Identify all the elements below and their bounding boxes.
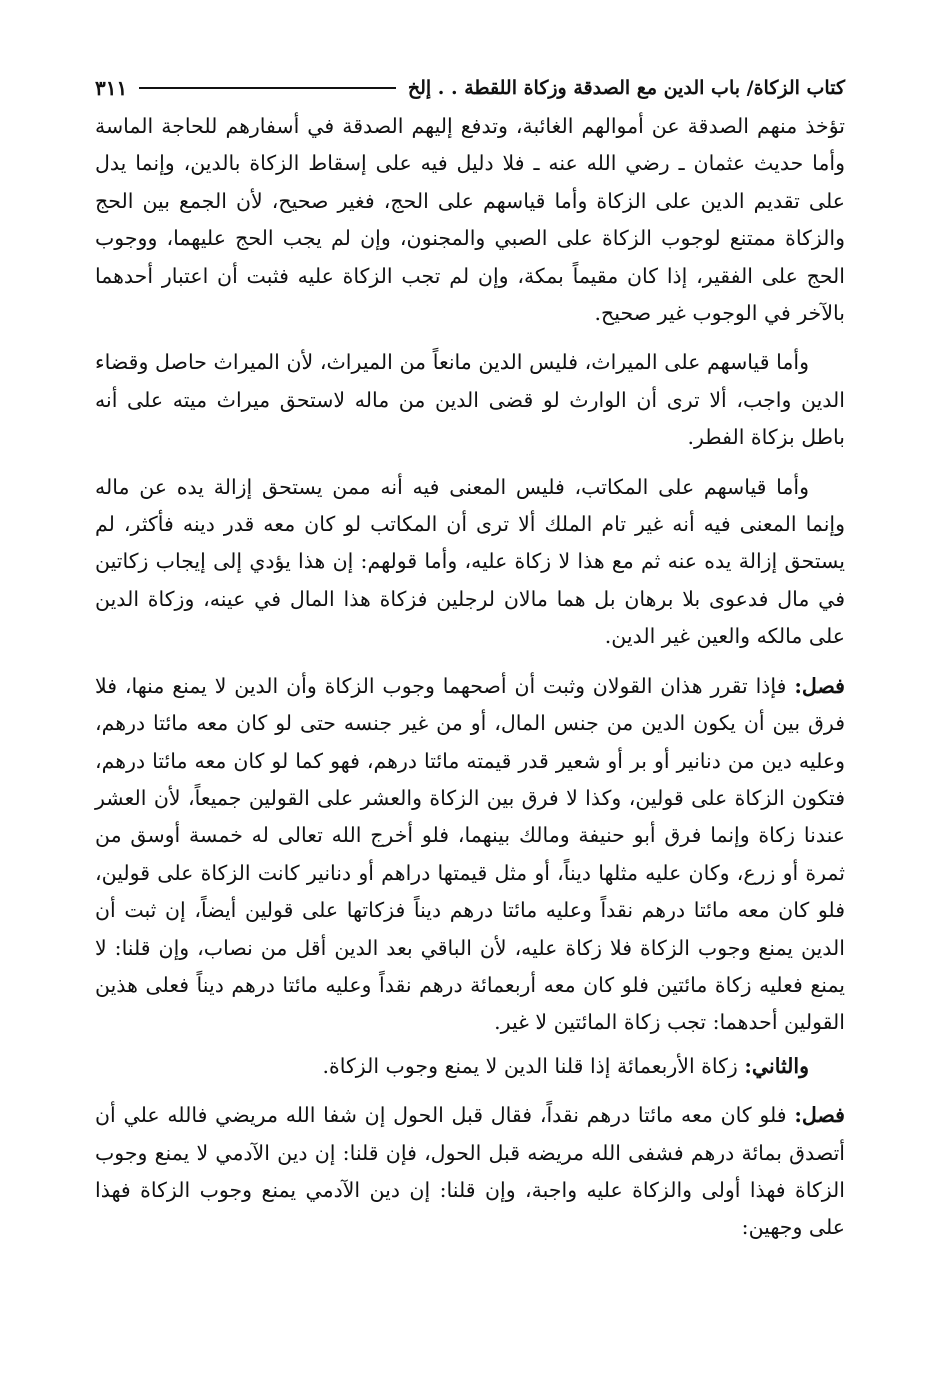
section-lead: فصل: — [794, 673, 845, 698]
section-fasl-2 — [95, 1097, 845, 1247]
paragraph-2 — [95, 344, 845, 456]
paragraph-text: فإذا تقرر هذان القولان وثبت أن أصحهما وجوب الزكاة وأن الدين لا يمنع منها، فلا فرق بين أن يكون الدين من جنس المال، أو من غير جنسه حتى لو كان معه مائتا درهم، وعليه دين من دنانير أو بر أو شعير قدر قيمته مائتا درهم، فهو كما لو كان معه مائتا درهم، فتكون الزكاة على قولين، وكذا لا فرق بين الزكاة والعشر على القولين جميعاً، لأن العشر عندنا زكاة وإنما فرق أبو حنيفة ومالك بينهما، فلو أخرج الله تعالى له خمسة أوسق من ثمرة أو زرع، وكان عليه مثلها ديناً، أو مثل قيمتها دراهم أو دنانير كانت الزكاة على قولين، فلو كان معه مائتا درهم نقداً وعليه مائتا درهم ديناً فزكاتها على قولين أيضاً، إن ثبت أن الدين يمنع وجوب الزكاة فلا زكاة عليه، لأن الباقي بعد الدين أقل من نصاب، وإن قلنا: لا يمنع فعليه زكاة مائتين فلو كان معه أربعمائة درهم نقداً وعليه مائتا درهم ديناً فعلى هذين القولين أحدهما: تجب زكاة المائتين لا غير. — [95, 673, 845, 1035]
paragraph-text: تؤخذ منهم الصدقة عن أموالهم الغائبة، وتدفع إليهم الصدقة في أسفارهم للحاجة الماسة وأما حديث عثمان ـ رضي الله عنه ـ فلا دليل فيه على إسقاط الزكاة بالدين، وإنما يدل على تقديم الدين على الزكاة وأما قياسهم على الحج، فغير صحيح، لأن الجمع بين الحج والزكاة ممتنع لوجوب الزكاة على الصبي والمجنون، وإن لم يجب الحج عليهما، ووجوب الحج على الفقير، إذا كان مقيماً بمكة، وإن لم تجب الزكاة عليه فثبت أن اعتبار أحدهما بالآخر في الوجوب غير صحيح. — [95, 114, 845, 326]
section-fasl-1 — [95, 668, 845, 1042]
paragraph-text: فلو كان معه مائتا درهم نقداً، فقال قبل الحول إن شفا الله مريضي فالله علي أن أتصدق بمائة درهم فشفى الله مريضه قبل الحول، فإن قلنا: إن دين الآدمي لا يمنع وجوب الزكاة فهذا أولى والزكاة عليه واجبة، وإن قلنا: إن دين الآدمي يمنع وجوب الزكاة فهذا على وجهين: — [95, 1103, 845, 1240]
paragraph-text: وأما قياسهم على المكاتب، فليس المعنى فيه أنه ممن يستحق إزالة يده عن ماله وإنما المعنى فيه أنه غير تام الملك ألا ترى أن المكاتب لو كان معه قدر دينه فأكثر، لم يستحق إزالة يده عنه ثم مع هذا لا زكاة عليه، وأما قولهم: إن هذا يؤدي إلى إيجاب زكاتين في مال فدعوى بلا برهان بل هما مالان لرجلين فزكاة هذا المال في عينه، وزكاة الدين على مالكه والعين غير الدين. — [95, 474, 845, 649]
chapter-title: كتاب الزكاة/ باب الدين مع الصدقة وزكاة اللقطة . . إلخ — [407, 77, 845, 99]
book-page — [95, 68, 845, 1259]
running-header — [95, 68, 845, 108]
section-lead: فصل: — [794, 1103, 845, 1128]
body-text — [95, 108, 845, 1247]
header-rule — [139, 87, 396, 89]
paragraph-text: زكاة الأربعمائة إذا قلنا الدين لا يمنع وجوب الزكاة. — [322, 1053, 738, 1078]
paragraph-3 — [95, 469, 845, 656]
paragraph-second-view — [95, 1048, 845, 1085]
paragraph-1 — [95, 108, 845, 332]
page-number: ٣١١ — [95, 76, 128, 100]
paragraph-text: وأما قياسهم على الميراث، فليس الدين مانعاً من الميراث، لأن الميراث حاصل وقضاء الدين واجب، ألا ترى أن الوارث لو قضى الدين من ماله لاستحق ميراث ميته على أنه باطل بزكاة الفطر. — [95, 350, 845, 450]
section-lead: والثاني: — [744, 1053, 809, 1078]
